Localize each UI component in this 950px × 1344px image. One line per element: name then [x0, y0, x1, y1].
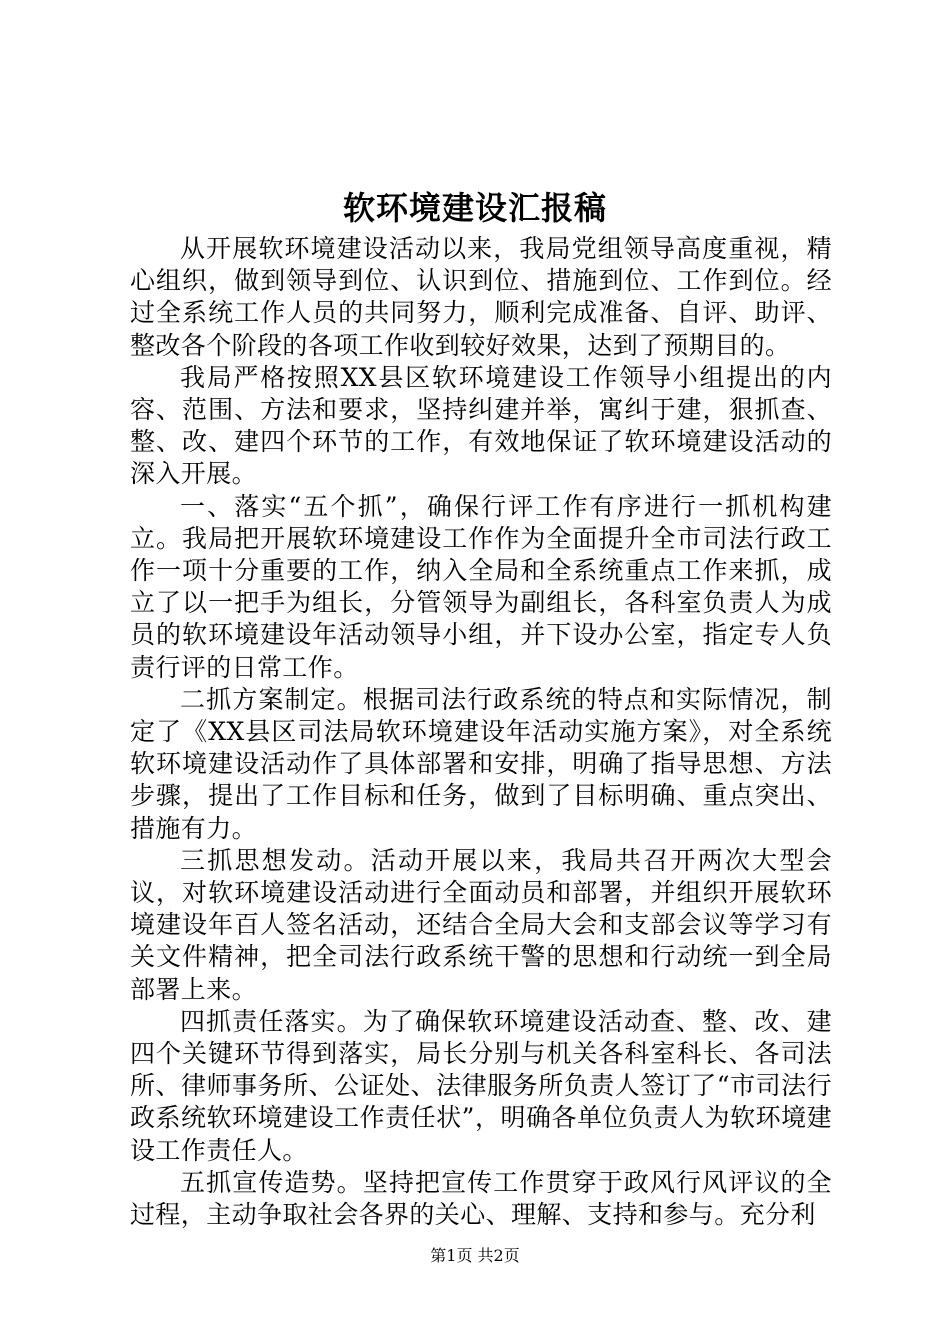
paragraph-responsibility: 四抓责任落实。为了确保软环境建设活动查、整、改、建四个关键环节得到落实，局长分别与机关各科室科长、各司法所、律师事务所、公证处、法律服务所负责人签订了“市司法行政系统软环境建设工作责任状”，明确各单位负责人为软环境建设工作责任人。	[130, 1006, 832, 1165]
paragraph-method: 我局严格按照XX县区软环境建设工作领导小组提出的内容、范围、方法和要求，坚持纠建并举，寓纠于建，狠抓查、整、改、建四个环节的工作，有效地保证了软环境建设活动的深入开展。	[130, 362, 832, 489]
document-body	[130, 233, 832, 1231]
paragraph-organization: 一、落实“五个抓”，确保行评工作有序进行一抓机构建立。我局把开展软环境建设工作作为全面提升全市司法行政工作一项十分重要的工作，纳入全局和全系统重点工作来抓，成立了以一把手为组长，分管领导为副组长，各科室负责人为成员的软环境建设年活动领导小组，并下设办公室，指定专人负责行评的日常工作。	[130, 491, 832, 682]
paragraph-plan: 二抓方案制定。根据司法行政系统的特点和实际情况，制定了《XX县区司法局软环境建设年活动实施方案》，对全系统软环境建设活动作了具体部署和安排，明确了指导思想、方法步骤，提出了工作目标和任务，做到了目标明确、重点突出、措施有力。	[130, 684, 832, 843]
paragraph-intro: 从开展软环境建设活动以来，我局党组领导高度重视，精心组织，做到领导到位、认识到位、措施到位、工作到位。经过全系统工作人员的共同努力，顺利完成准备、自评、助评、整改各个阶段的各项工作收到较好效果，达到了预期目的。	[130, 234, 832, 360]
paragraph-publicity: 五抓宣传造势。坚持把宣传工作贯穿于政风行风评议的全过程，主动争取社会各界的关心、理解、支持和参与。充分利	[130, 1167, 832, 1230]
paragraph-mobilization: 三抓思想发动。活动开展以来，我局共召开两次大型会议，对软环境建设活动进行全面动员和部署，并组织开展软环境建设年百人签名活动，还结合全局大会和支部会议等学习有关文件精神，把全司法行政系统干警的思想和行动统一到全局部署上来。	[130, 845, 832, 1004]
document-title: 软环境建设汇报稿	[342, 189, 607, 227]
page-number-footer: 第1页 共2页	[430, 1246, 520, 1265]
